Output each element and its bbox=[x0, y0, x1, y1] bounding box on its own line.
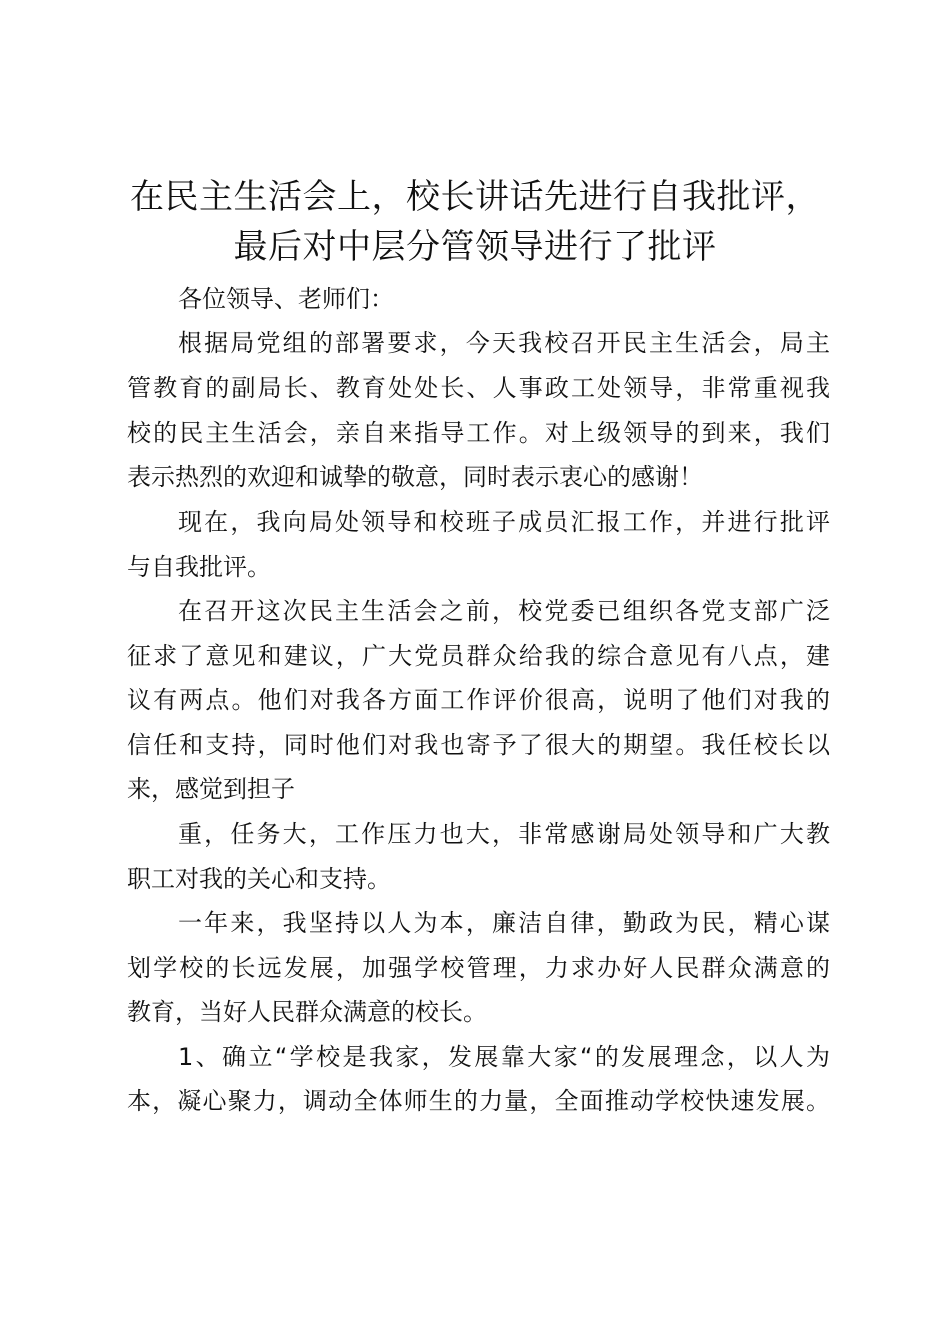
document-title-line-1: 在民主生活会上，校长讲话先进行自我批评， bbox=[130, 177, 820, 217]
paragraph-3-line: 来，感觉到担子 bbox=[127, 775, 295, 803]
paragraph-1-line: 表示热烈的欢迎和诚挚的敬意，同时表示衷心的感谢！ bbox=[127, 463, 703, 491]
paragraph-4-line: 重，任务大，工作压力也大，非常感谢局处领导和广大教 bbox=[178, 820, 830, 848]
paragraph-1-line: 校的民主生活会，亲自来指导工作。对上级领导的到来，我们 bbox=[127, 419, 830, 447]
paragraph-2-line: 现在，我向局处领导和校班子成员汇报工作，并进行批评 bbox=[178, 508, 830, 536]
paragraph-1-line: 根据局党组的部署要求，今天我校召开民主生活会，局主 bbox=[178, 329, 830, 357]
paragraph-3-line: 信任和支持，同时他们对我也寄予了很大的期望。我任校长以 bbox=[127, 731, 830, 759]
paragraph-6-line: 本，凝心聚力，调动全体师生的力量，全面推动学校快速发展。 bbox=[127, 1087, 830, 1115]
paragraph-3-line: 在召开这次民主生活会之前，校党委已组织各党支部广泛 bbox=[178, 597, 830, 625]
paragraph-3-line: 征求了意见和建议，广大党员群众给我的综合意见有八点，建 bbox=[127, 642, 830, 670]
paragraph-5-line: 划学校的长远发展，加强学校管理，力求办好人民群众满意的 bbox=[127, 954, 830, 982]
paragraph-5-line: 一年来，我坚持以人为本，廉洁自律，勤政为民，精心谋 bbox=[178, 909, 830, 937]
greeting: 各位领导、老师们： bbox=[178, 285, 394, 313]
paragraph-4-line: 职工对我的关心和支持。 bbox=[127, 865, 391, 893]
paragraph-2-line: 与自我批评。 bbox=[127, 553, 271, 581]
document-title-line-2: 最后对中层分管领导进行了批评 bbox=[233, 227, 717, 267]
paragraph-1-line: 管教育的副局长、教育处处长、人事政工处领导，非常重视我 bbox=[127, 374, 830, 402]
paragraph-6-line: 1、确立“学校是我家，发展靠大家“的发展理念，以人为 bbox=[178, 1043, 830, 1071]
paragraph-5-line: 教育，当好人民群众满意的校长。 bbox=[127, 998, 487, 1026]
paragraph-3-line: 议有两点。他们对我各方面工作评价很高，说明了他们对我的 bbox=[127, 686, 830, 714]
